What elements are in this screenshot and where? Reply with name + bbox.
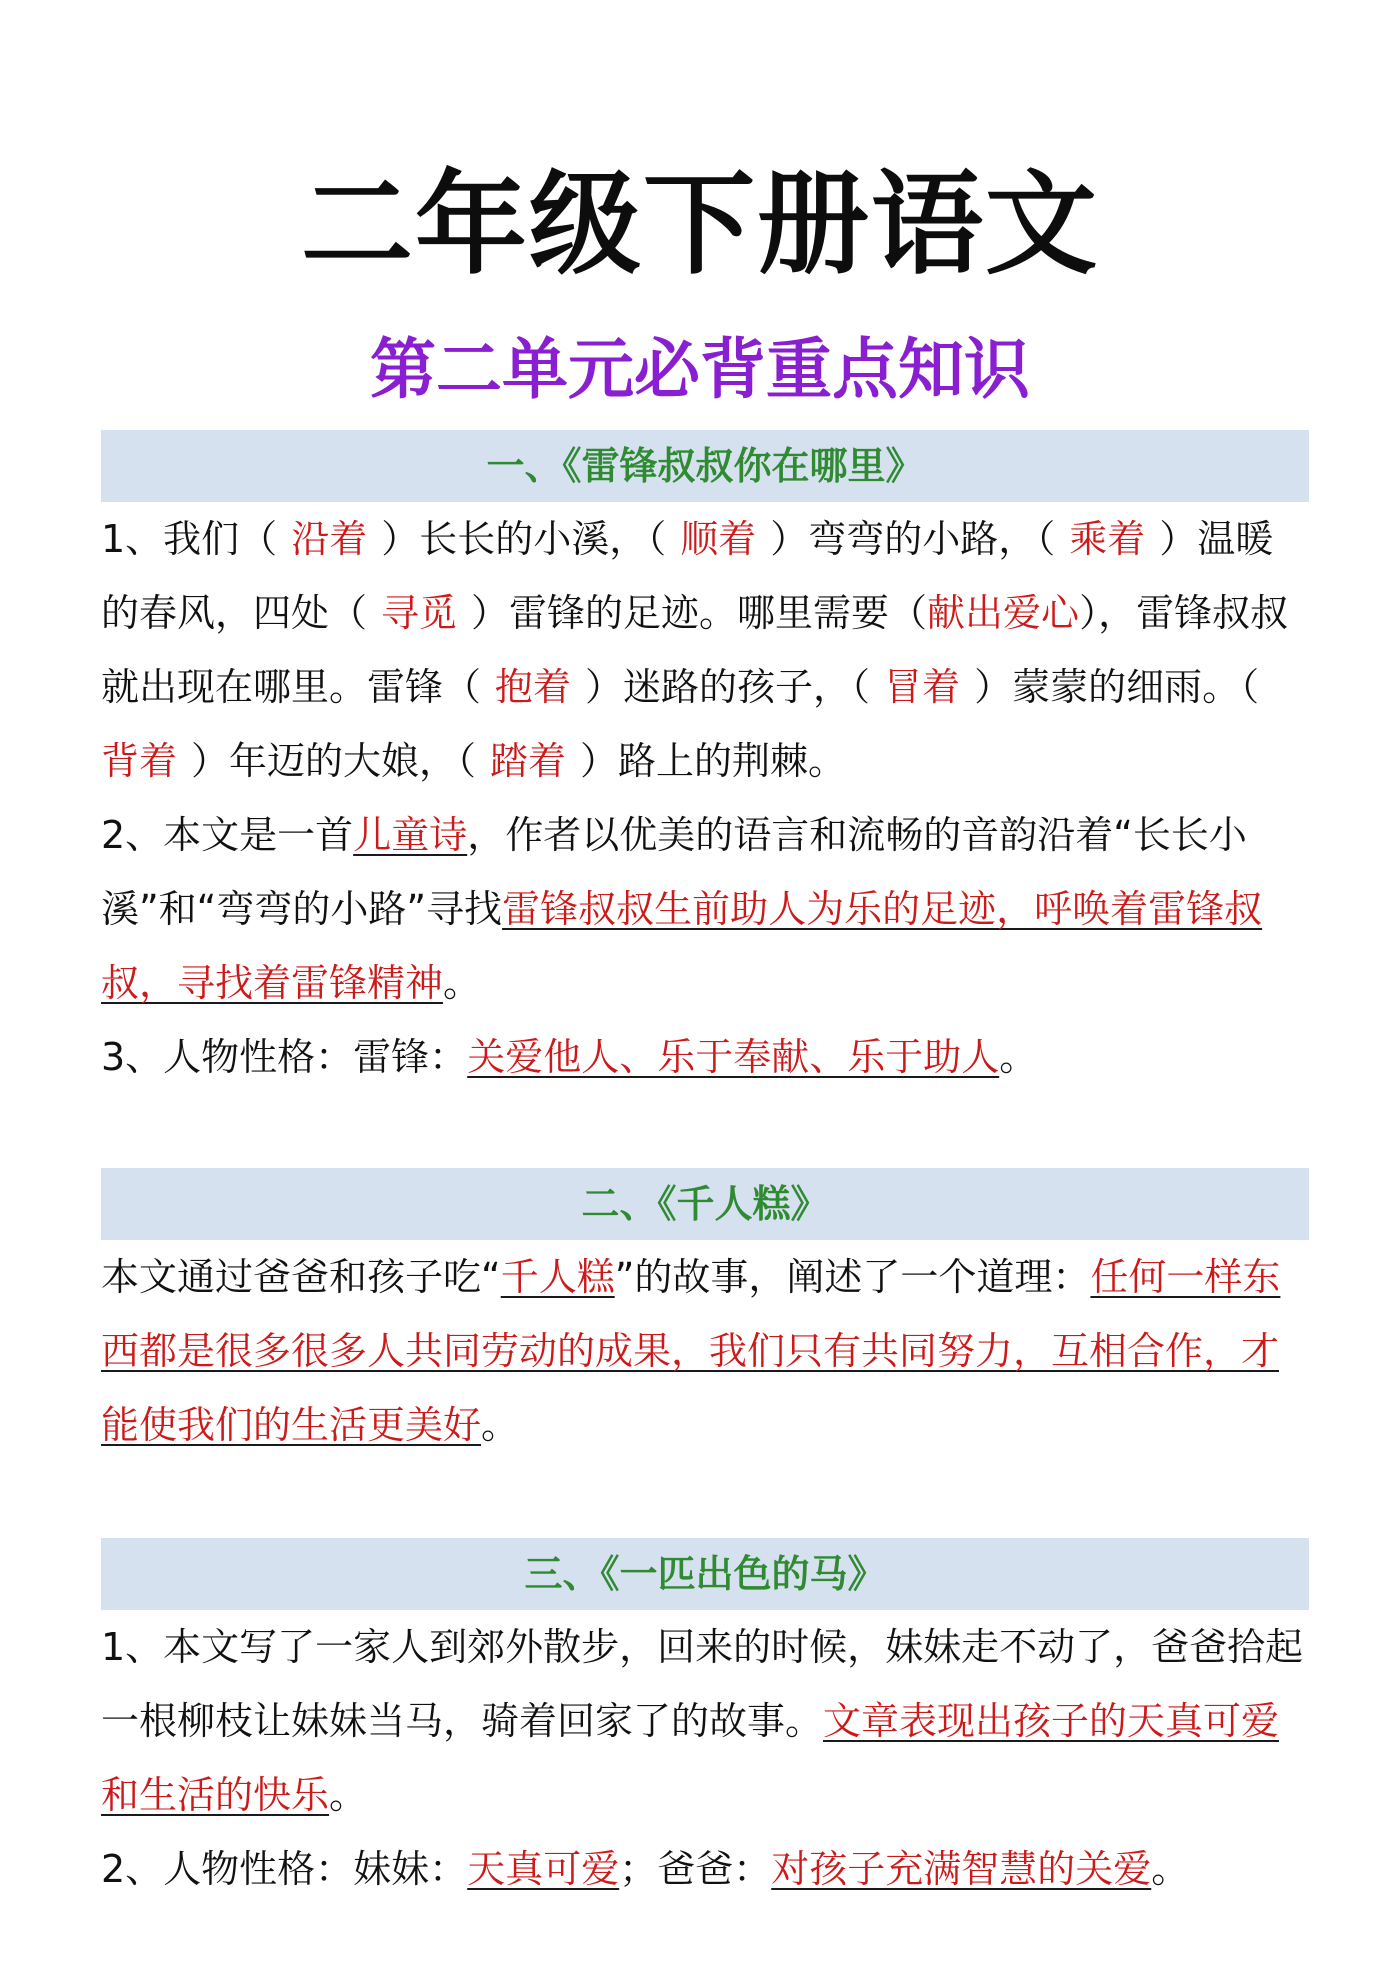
key-point: 文章表现出孩子的天真可爱和生活的快乐 <box>101 1699 1280 1817</box>
section-horse <box>101 1538 1309 1906</box>
text: ”的故事，阐述了一个道理： <box>614 1255 1091 1299</box>
text: 本文通过爸爸和孩子吃“ <box>101 1255 501 1299</box>
section-header: 三、《一匹出色的马》 <box>101 1538 1309 1610</box>
text: ）温暖的春风，四处（ <box>101 517 1274 635</box>
text: ）蒙蒙的细雨。（ <box>974 665 1260 709</box>
text: ），雷锋叔叔就出现在哪里。雷锋（ <box>101 591 1289 709</box>
story-summary-paragraph <box>101 1610 1309 1832</box>
text: ）雷锋的足迹。哪里需要（ <box>471 591 928 635</box>
section-leifeng <box>101 430 1309 1094</box>
text: 3、人物性格：雷锋： <box>101 1035 468 1079</box>
answer: 顺着 <box>680 517 757 561</box>
key-point: 千人糕 <box>500 1255 615 1299</box>
fill-blank-paragraph <box>101 502 1309 798</box>
page-subtitle: 第二单元必背重点知识 <box>370 331 1030 408</box>
poem-summary-paragraph <box>101 798 1309 1020</box>
key-point: 任何一样东西都是很多很多人共同劳动的成果，我们只有共同努力，互相合作，才能使我们的生活更美好 <box>101 1255 1281 1447</box>
text: ）长长的小溪，（ <box>381 517 667 561</box>
key-point: 儿童诗 <box>353 813 468 857</box>
text: ）路上的荆棘。 <box>580 739 847 783</box>
character-paragraph <box>101 1020 1309 1094</box>
answer: 沿着 <box>291 517 368 561</box>
text: 。 <box>443 961 482 1005</box>
page-title: 二年级下册语文 <box>301 160 1099 290</box>
text: ）弯弯的小路，（ <box>770 517 1056 561</box>
text: ）年迈的大娘，（ <box>191 739 477 783</box>
key-point: 雷锋叔叔生前助人为乐的足迹，呼唤着雷锋叔叔，寻找着雷锋精神 <box>101 887 1263 1005</box>
key-point: 关爱他人、乐于奉献、乐于助人 <box>467 1035 1000 1079</box>
key-point: 对孩子充满智慧的关爱 <box>771 1847 1152 1891</box>
text: ，作者以优美的语言和流畅的音韵沿着“长长小溪”和“弯弯的小路”寻找 <box>101 813 1247 931</box>
text: 。 <box>481 1403 520 1447</box>
text: 。 <box>999 1035 1038 1079</box>
text: 1、我们（ <box>101 517 278 561</box>
text: 。 <box>329 1773 368 1817</box>
section-qianrengao <box>101 1168 1309 1462</box>
section-header: 一、《雷锋叔叔你在哪里》 <box>101 430 1309 502</box>
text: 1、本文写了一家人到郊外散步，回来的时候，妹妹走不动了，爸爸拾起一根柳枝让妹妹当马，骑着回家了的故事。 <box>101 1625 1304 1743</box>
answer: 踏着 <box>490 739 567 783</box>
answer: 乘着 <box>1069 517 1146 561</box>
text: 2、本文是一首 <box>101 813 354 857</box>
text: ；爸爸： <box>619 1847 772 1891</box>
answer: 冒着 <box>884 665 961 709</box>
answer: 寻觅 <box>381 591 458 635</box>
answer: 背着 <box>101 739 178 783</box>
answer: 抱着 <box>495 665 572 709</box>
character-paragraph <box>101 1832 1309 1906</box>
story-summary-paragraph <box>101 1240 1309 1462</box>
text: 2、人物性格：妹妹： <box>101 1847 468 1891</box>
key-point: 天真可爱 <box>467 1847 620 1891</box>
answer: 献出爱心 <box>927 591 1080 635</box>
section-header: 二、《千人糕》 <box>101 1168 1309 1240</box>
text: ）迷路的孩子，（ <box>585 665 871 709</box>
text: 。 <box>1151 1847 1190 1891</box>
